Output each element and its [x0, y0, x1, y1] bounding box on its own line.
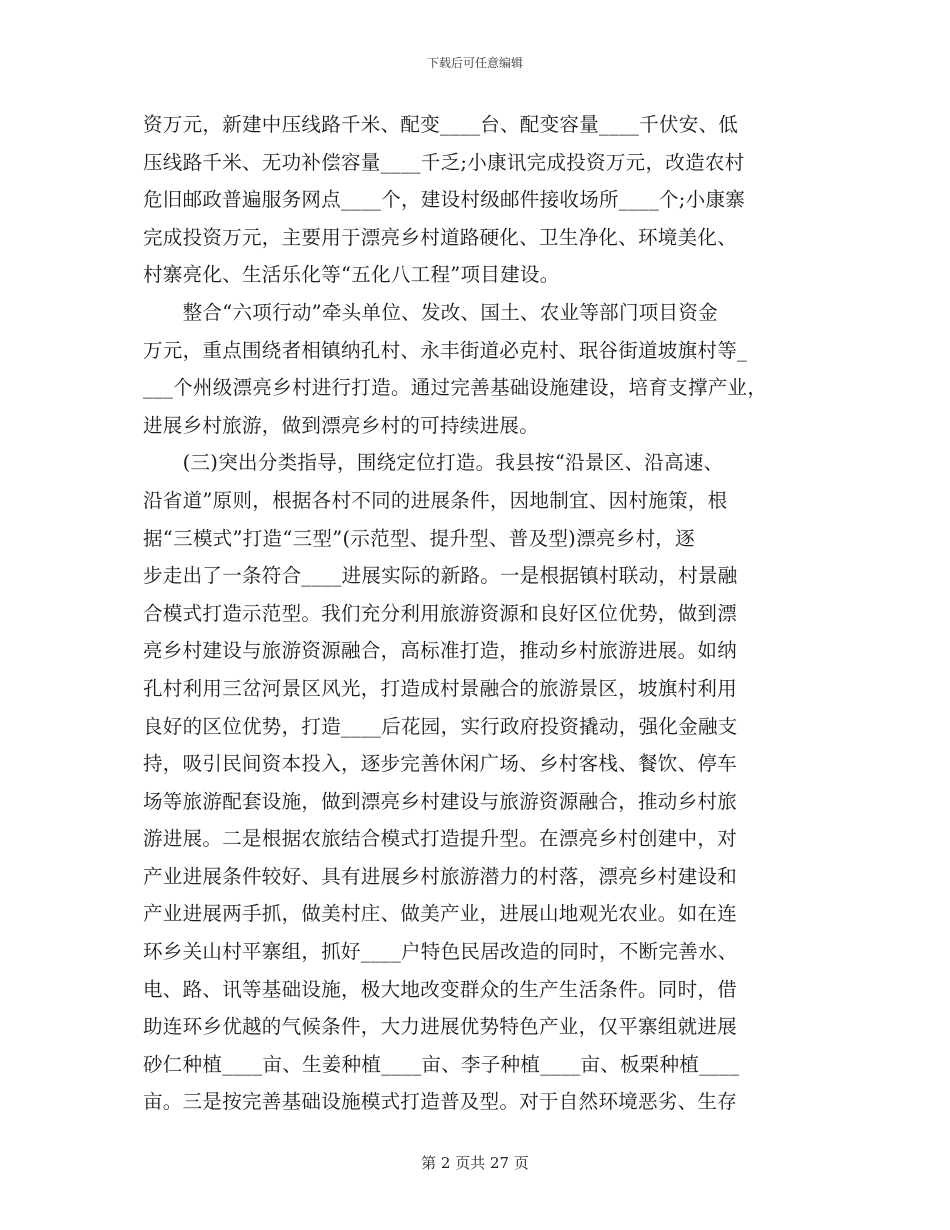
- document-body: [143, 106, 803, 1121]
- text-line: 合模式打造示范型。我们充分利用旅游资源和良好区位优势，做到漂: [143, 601, 738, 625]
- text-line: 步走出了一条符合____进展实际的新路。一是根据镇村联动，村景融: [143, 564, 738, 588]
- text-line: ___个州级漂亮乡村进行打造。通过完善基础设施建设，培育支撑产业，: [143, 376, 768, 400]
- text-line: 产业进展两手抓，做美村庄、做美产业，进展山地观光农业。如在连: [143, 902, 738, 926]
- text-line: 助连环乡优越的气候条件，大力进展优势特色产业，仅平寨组就进展: [143, 1015, 738, 1039]
- text-line: 压线路千米、无功补偿容量____千乏;小康讯完成投资万元，改造农村: [143, 150, 745, 174]
- text-line: 场等旅游配套设施，做到漂亮乡村建设与旅游资源融合，推动乡村旅: [143, 789, 738, 813]
- text-line: 沿省道”原则，根据各村不同的进展条件，因地制宜、因村施策，根: [143, 488, 728, 512]
- text-line: 孔村利用三岔河景区风光，打造成村景融合的旅游景区，坡旗村利用: [143, 676, 738, 700]
- text-line: 游进展。二是根据农旅结合模式打造提升型。在漂亮乡村创建中，对: [143, 827, 738, 851]
- text-line: 持，吸引民间资本投入，逐步完善休闲广场、乡村客栈、餐饮、停车: [143, 752, 738, 776]
- page-header: 下载后可任意编辑: [426, 56, 523, 70]
- text-line: 完成投资万元，主要用于漂亮乡村道路硬化、卫生净化、环境美化、: [143, 225, 738, 249]
- text-line: 亩。三是按完善基础设施模式打造普及型。对于自然环境恶劣、生存: [143, 1090, 738, 1114]
- text-line: 万元，重点围绕者相镇纳孔村、永丰街道必克村、珉谷街道坡旗村等_: [143, 338, 748, 362]
- text-line: 进展乡村旅游，做到漂亮乡村的可持续进展。: [143, 413, 540, 437]
- text-line: 环乡关山村平寨组，抓好____户特色民居改造的同时，不断完善水、: [143, 940, 738, 964]
- text-line: 资万元，新建中压线路千米、配变____台、配变容量____千伏安、低: [143, 113, 739, 136]
- text-line: 产业进展条件较好、具有进展乡村旅游潜力的村落，漂亮乡村建设和: [143, 864, 738, 888]
- text-line: 据“三模式”打造“三型”(示范型、提升型、普及型)漂亮乡村，逐: [143, 526, 695, 550]
- text-line: 砂仁种植____亩、生姜种植____亩、李子种植____亩、板栗种植____: [143, 1052, 740, 1076]
- text-line: (三)突出分类指导，围绕定位打造。我县按“沿景区、沿高速、: [143, 451, 724, 475]
- text-line: 整合“六项行动”牵头单位、发改、国土、农业等部门项目资金: [143, 300, 718, 324]
- text-line: 良好的区位优势，打造____后花园，实行政府投资撬动，强化金融支: [143, 714, 738, 738]
- text-line: 村寨亮化、生活乐化等“五化八工程”项目建设。: [143, 263, 560, 287]
- text-line: 危旧邮政普遍服务网点____个，建设村级邮件接收场所____个;小康寨: [143, 188, 746, 212]
- page-footer: 第 2 页共 27 页: [421, 1154, 529, 1172]
- text-line: 电、路、讯等基础设施，极大地改变群众的生产生活条件。同时，借: [143, 977, 738, 1001]
- text-line: 亮乡村建设与旅游资源融合，高标准打造，推动乡村旅游进展。如纳: [143, 639, 738, 663]
